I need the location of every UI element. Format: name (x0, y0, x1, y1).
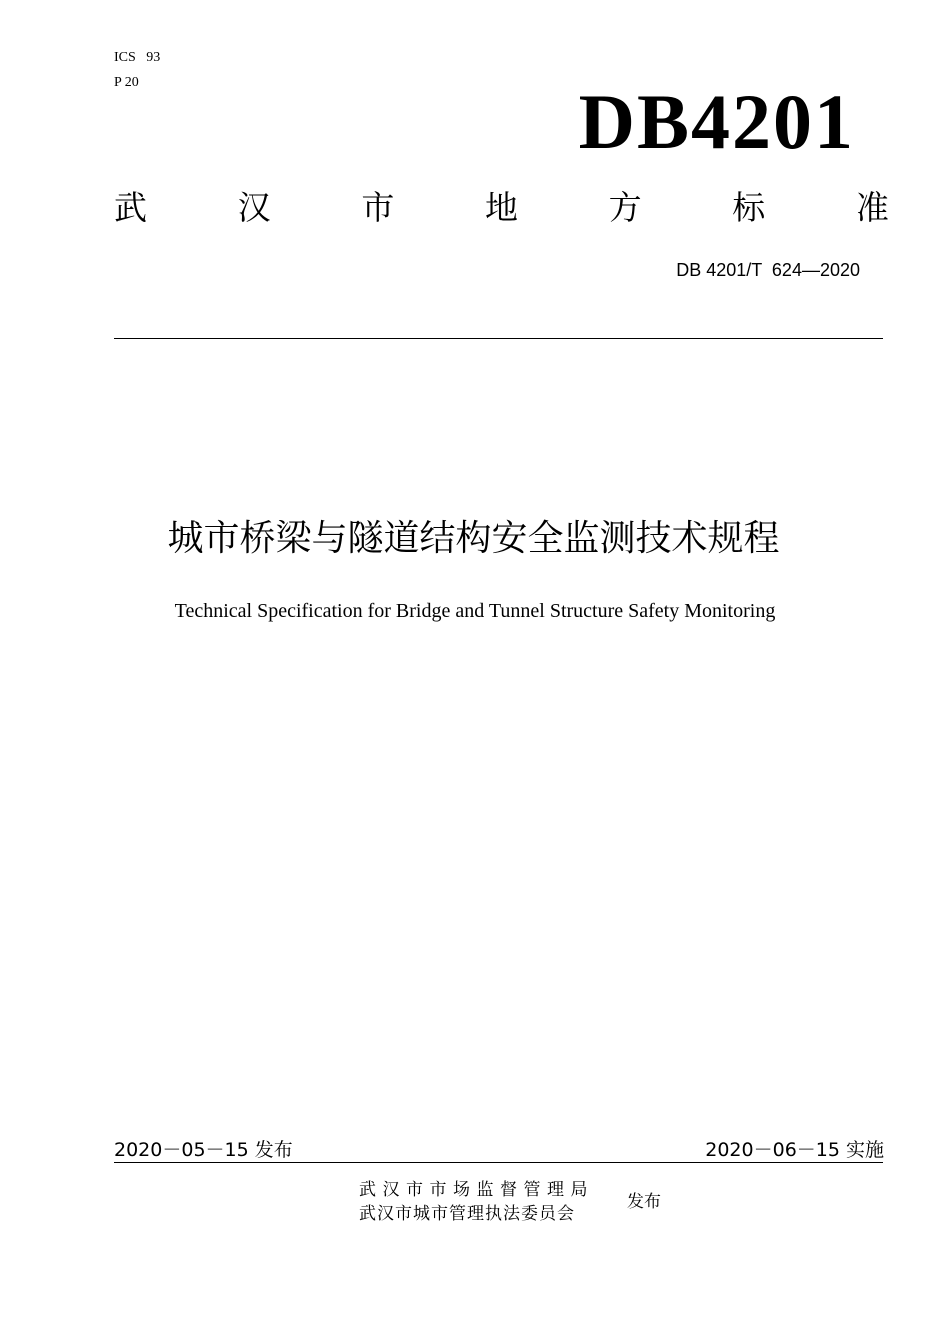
ics-code: ICS 93 (114, 50, 161, 65)
standard-type-char: 武 (114, 188, 147, 227)
standard-type-char: 标 (732, 188, 766, 227)
implementation-date: 2020－06－15 实施 (705, 1139, 884, 1161)
title-english: Technical Specification for Bridge and Tunnel Structure Safety Monitoring (174, 600, 776, 622)
standard-number: DB 4201/T 624—2020 (676, 260, 860, 280)
standard-type-char: 地 (484, 188, 518, 227)
title-chinese: 城市桥梁与隧道结构安全监测技术规程 (167, 518, 780, 559)
issuer-urban-management-committee: 武汉市城市管理执法委员会 (359, 1204, 575, 1224)
footer-divider (114, 1162, 883, 1163)
issue-action-label: 发布 (627, 1192, 661, 1212)
ccs-code: P 20 (114, 75, 139, 90)
standard-type-char: 方 (608, 188, 642, 227)
standard-type-char: 市 (361, 188, 395, 227)
standard-type-char: 准 (855, 188, 889, 227)
header-divider (114, 338, 883, 339)
issuer-market-regulation-bureau: 武汉市市场监督管理局 (359, 1180, 594, 1200)
issue-date: 2020－05－15 发布 (114, 1139, 293, 1161)
standard-type-char: 汉 (237, 188, 271, 227)
issuing-authorities (359, 1178, 594, 1226)
db-code-logo: DB4201 (578, 78, 855, 165)
standard-type-heading (114, 186, 889, 230)
